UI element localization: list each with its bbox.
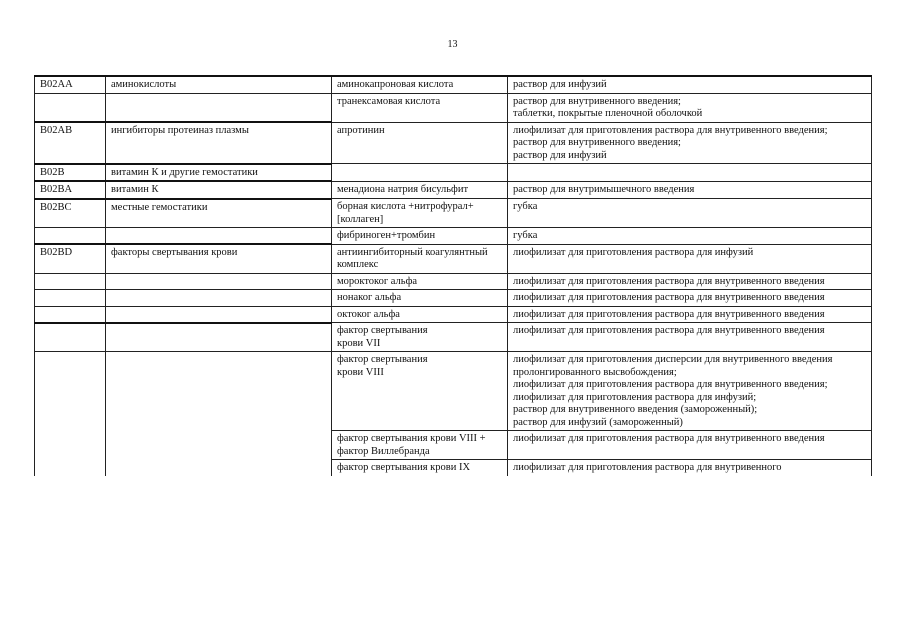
group-name-cell — [106, 228, 332, 245]
group-name-cell: факторы свертывания крови — [106, 244, 332, 273]
table-row — [35, 460, 872, 476]
drug-classification-table — [34, 75, 872, 476]
table-row — [35, 431, 872, 460]
group-name-cell — [106, 290, 332, 307]
table-row — [35, 273, 872, 290]
group-name-cell: аминокислоты — [106, 76, 332, 93]
substance-cell: фибриноген+тромбин — [332, 228, 508, 245]
substance-cell: нонаког альфа — [332, 290, 508, 307]
substance-cell: транексамовая кислота — [332, 93, 508, 122]
page-number: 13 — [447, 39, 458, 50]
group-name-cell — [106, 323, 332, 352]
atc-code-cell: B02AA — [35, 76, 106, 93]
atc-code-cell: B02B — [35, 164, 106, 182]
atc-code-cell: B02AB — [35, 122, 106, 164]
group-name-cell — [106, 306, 332, 323]
group-name-cell — [106, 93, 332, 122]
table-row — [35, 323, 872, 352]
dosage-form-cell: раствор для внутримышечного введения — [508, 181, 872, 199]
substance-cell: аминокапроновая кислота — [332, 76, 508, 93]
atc-code-cell: B02BD — [35, 244, 106, 273]
substance-cell: фактор свертывания крови VII — [332, 323, 508, 352]
dosage-form-cell: раствор для внутривенного введения; таблетки, покрытые пленочной оболочкой — [508, 93, 872, 122]
dosage-form-cell: лиофилизат для приготовления раствора для внутривенного введения; раствор для внутривенного введения; раствор для инфузий — [508, 122, 872, 164]
dosage-form-cell: губка — [508, 199, 872, 228]
group-name-cell — [106, 352, 332, 431]
substance-cell: мороктоког альфа — [332, 273, 508, 290]
table-row — [35, 199, 872, 228]
dosage-form-cell: раствор для инфузий — [508, 76, 872, 93]
dosage-form-cell — [508, 164, 872, 182]
dosage-form-cell: лиофилизат для приготовления раствора для внутривенного введения — [508, 323, 872, 352]
substance-cell: фактор свертывания крови VIII — [332, 352, 508, 431]
dosage-form-cell: лиофилизат для приготовления раствора для внутривенного — [508, 460, 872, 476]
dosage-form-cell: лиофилизат для приготовления раствора для внутривенного введения — [508, 273, 872, 290]
table-row — [35, 164, 872, 182]
group-name-cell — [106, 460, 332, 476]
group-name-cell — [106, 431, 332, 460]
substance-cell: октоког альфа — [332, 306, 508, 323]
table-row — [35, 93, 872, 122]
atc-code-cell — [35, 228, 106, 245]
dosage-form-cell: лиофилизат для приготовления раствора для внутривенного введения — [508, 431, 872, 460]
group-name-cell: витамин К — [106, 181, 332, 199]
dosage-form-cell: губка — [508, 228, 872, 245]
group-name-cell — [106, 273, 332, 290]
atc-code-cell: B02BA — [35, 181, 106, 199]
dosage-form-cell: лиофилизат для приготовления дисперсии для внутривенного введения пролонгированного высвобождения; лиофилизат для приготовления раствора для внутривенного введения; лиофилизат для приготовления раствора для инфузий; раствор для внутривенного введения (замороженный); раствор для инфузий (замороженный) — [508, 352, 872, 431]
dosage-form-cell: лиофилизат для приготовления раствора для внутривенного введения — [508, 290, 872, 307]
atc-code-cell — [35, 273, 106, 290]
substance-cell: борная кислота +нитрофурал+[коллаген] — [332, 199, 508, 228]
table-row — [35, 352, 872, 431]
table-row — [35, 122, 872, 164]
group-name-cell: ингибиторы протеиназ плазмы — [106, 122, 332, 164]
table-row — [35, 76, 872, 93]
dosage-form-cell: лиофилизат для приготовления раствора для инфузий — [508, 244, 872, 273]
substance-cell: антиингибиторный коагулянтный комплекс — [332, 244, 508, 273]
table-row — [35, 228, 872, 245]
substance-cell: апротинин — [332, 122, 508, 164]
atc-code-cell — [35, 306, 106, 323]
substance-cell: менадиона натрия бисульфит — [332, 181, 508, 199]
table-row — [35, 181, 872, 199]
substance-cell — [332, 164, 508, 182]
atc-code-cell — [35, 290, 106, 307]
substance-cell: фактор свертывания крови IX — [332, 460, 508, 476]
group-name-cell: местные гемостатики — [106, 199, 332, 228]
atc-code-cell — [35, 352, 106, 431]
atc-code-cell — [35, 323, 106, 352]
atc-code-cell — [35, 93, 106, 122]
table-row — [35, 244, 872, 273]
atc-code-cell — [35, 431, 106, 460]
atc-code-cell: B02BC — [35, 199, 106, 228]
table-row — [35, 290, 872, 307]
atc-code-cell — [35, 460, 106, 476]
group-name-cell: витамин К и другие гемостатики — [106, 164, 332, 182]
substance-cell: фактор свертывания крови VIII + фактор Виллебранда — [332, 431, 508, 460]
table-row — [35, 306, 872, 323]
dosage-form-cell: лиофилизат для приготовления раствора для внутривенного введения — [508, 306, 872, 323]
